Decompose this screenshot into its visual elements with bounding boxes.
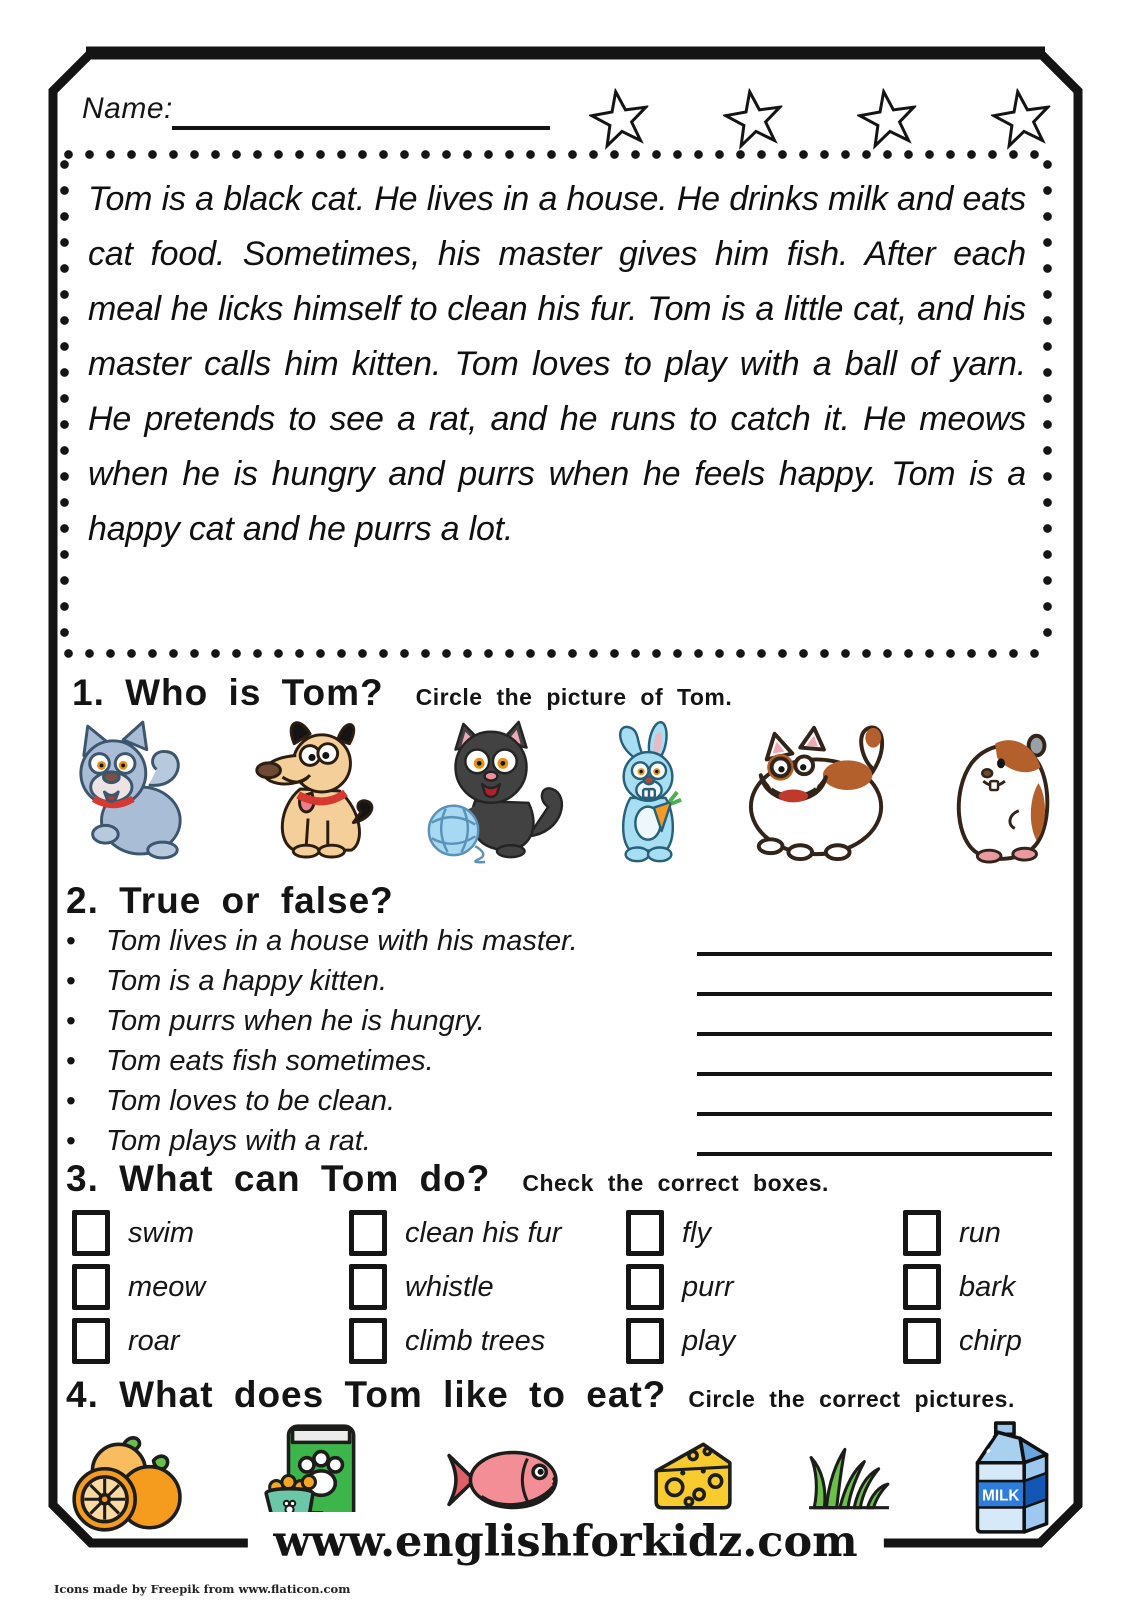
black-cat-picture[interactable]	[418, 716, 566, 864]
question-3-heading	[66, 1158, 829, 1200]
reading-passage: Tom is a black cat. He lives in a house. He drinks milk and eats cat food. Sometimes, his master gives him fish. After each meal he licks himself to clean his fur. Tom is a little cat, and his master calls him kitten. Tom loves to play with a ball of yarn. He pretends to see a rat, and he runs to catch it. He meows when he is hungry and purrs when he feels happy. Tom is a happy cat and he purrs a lot.	[88, 180, 1026, 548]
name-write-line[interactable]	[172, 126, 550, 130]
tf-row	[66, 921, 1052, 961]
star-icon	[586, 84, 655, 155]
ability-checklist	[72, 1212, 1058, 1362]
q3-instruction: Check the correct boxes.	[522, 1170, 829, 1196]
check-item	[72, 1212, 349, 1254]
check-label: swim	[128, 1216, 195, 1249]
checkbox[interactable]	[626, 1264, 664, 1310]
tf-statement: Tom plays with a rat.	[106, 1125, 371, 1157]
star-icon	[720, 84, 789, 155]
answer-line[interactable]	[697, 952, 1052, 956]
check-label: run	[959, 1216, 1001, 1249]
answer-line[interactable]	[697, 1112, 1052, 1116]
check-item	[349, 1320, 626, 1362]
check-label: fly	[682, 1216, 711, 1249]
check-label: clean his fur	[405, 1216, 562, 1249]
question-4-heading	[66, 1374, 1015, 1416]
check-item	[903, 1212, 1058, 1254]
white-cat-picture[interactable]	[738, 716, 898, 864]
bullet: •	[66, 1045, 76, 1076]
check-item	[349, 1266, 626, 1308]
q4-title: 4. What does Tom like to eat?	[66, 1374, 667, 1415]
check-label: climb trees	[405, 1324, 546, 1357]
bullet: •	[66, 1005, 76, 1036]
answer-line[interactable]	[697, 992, 1052, 996]
tf-row	[66, 1081, 1052, 1121]
question-1-heading	[72, 672, 732, 714]
dog-picture[interactable]	[243, 716, 381, 864]
check-item	[626, 1212, 903, 1254]
check-label: chirp	[959, 1324, 1022, 1357]
answer-line[interactable]	[697, 1032, 1052, 1036]
tf-row	[66, 1001, 1052, 1041]
tf-statement: Tom is a happy kitten.	[106, 965, 388, 997]
check-item	[903, 1266, 1058, 1308]
tf-statement: Tom purrs when he is hungry.	[106, 1005, 485, 1037]
tf-row	[66, 961, 1052, 1001]
check-label: whistle	[405, 1270, 494, 1303]
checkbox[interactable]	[349, 1210, 387, 1256]
checkbox[interactable]	[903, 1210, 941, 1256]
star-icon	[854, 84, 923, 155]
gray-cat-picture[interactable]	[72, 716, 190, 864]
check-item	[626, 1320, 903, 1362]
website-url: www.englishforkidz.com	[247, 1512, 883, 1572]
check-item	[72, 1266, 349, 1308]
check-item	[903, 1320, 1058, 1362]
bullet: •	[66, 925, 76, 956]
checkbox[interactable]	[349, 1264, 387, 1310]
bullet: •	[66, 1125, 76, 1156]
check-label: purr	[682, 1270, 734, 1303]
tf-statement: Tom eats fish sometimes.	[106, 1045, 434, 1077]
check-label: roar	[128, 1324, 180, 1357]
dotted-border-bottom	[64, 649, 1048, 658]
check-item	[626, 1266, 903, 1308]
q1-instruction: Circle the picture of Tom.	[415, 684, 733, 710]
check-label: bark	[959, 1270, 1016, 1303]
dotted-border-right	[1043, 160, 1052, 648]
dotted-border-left	[60, 160, 69, 648]
checkbox[interactable]	[903, 1318, 941, 1364]
star-row	[590, 88, 1060, 150]
q1-title: 1. Who is Tom?	[72, 672, 384, 713]
grass-picture[interactable]	[806, 1442, 892, 1512]
true-false-list	[66, 921, 1052, 1161]
cheese-picture[interactable]	[650, 1440, 736, 1512]
check-item	[349, 1212, 626, 1254]
checkbox[interactable]	[903, 1264, 941, 1310]
bullet: •	[66, 965, 76, 996]
milk-picture[interactable]	[966, 1418, 1056, 1538]
tf-row	[66, 1041, 1052, 1081]
fish-picture[interactable]	[446, 1444, 560, 1516]
q4-instruction: Circle the correct pictures.	[688, 1386, 1015, 1412]
rabbit-picture[interactable]	[612, 720, 684, 866]
check-label: play	[682, 1324, 736, 1357]
dotted-border-top	[64, 150, 1048, 159]
passage-box	[60, 150, 1052, 658]
question-2-heading	[66, 880, 394, 922]
name-label: Name:	[82, 92, 173, 125]
q3-title: 3. What can Tom do?	[66, 1158, 491, 1199]
checkbox[interactable]	[626, 1318, 664, 1364]
tf-statement: Tom loves to be clean.	[106, 1085, 396, 1117]
checkbox[interactable]	[72, 1318, 110, 1364]
check-item	[72, 1320, 349, 1362]
bullet: •	[66, 1085, 76, 1116]
checkbox[interactable]	[626, 1210, 664, 1256]
milk-label: MILK	[982, 1487, 1020, 1505]
tf-row	[66, 1121, 1052, 1161]
oranges-picture[interactable]	[66, 1434, 182, 1534]
guinea-pig-picture[interactable]	[948, 716, 1054, 864]
answer-line[interactable]	[697, 1152, 1052, 1156]
checkbox[interactable]	[349, 1318, 387, 1364]
check-label: meow	[128, 1270, 206, 1303]
checkbox[interactable]	[72, 1210, 110, 1256]
icon-credit: Icons made by Freepik from www.flaticon.com	[54, 1582, 351, 1596]
checkbox[interactable]	[72, 1264, 110, 1310]
star-icon	[988, 84, 1057, 155]
tf-statement: Tom lives in a house with his master.	[106, 925, 578, 957]
q2-title: 2. True or false?	[66, 880, 394, 921]
answer-line[interactable]	[697, 1072, 1052, 1076]
